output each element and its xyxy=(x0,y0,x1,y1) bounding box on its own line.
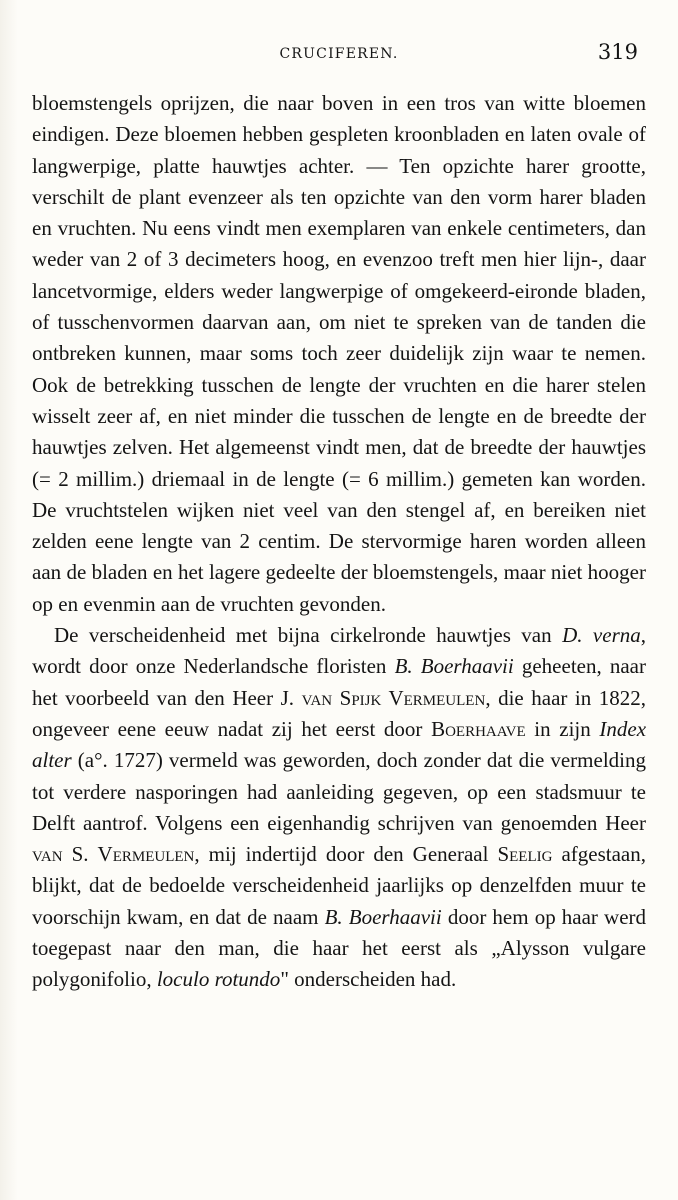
species-name-d-verna: D. verna xyxy=(562,623,641,648)
person-name-vermeulen: Vermeulen xyxy=(97,842,195,867)
page-body xyxy=(32,88,646,996)
paragraph-description: bloemstengels oprijzen, die naar boven in een tros van witte bloemen eindigen. Deze bloemen hebben gespleten kroonbladen en laten ovale of langwerpige, platte hauwtjes achter. — Ten opzichte harer grootte, verschilt de plant evenzeer als ten opzichte van den vorm harer bladen en vruchten. Nu eens vindt men exemplaren van enkele centimeters, dan weder van 2 of 3 decimeters hoog, en evenzoo treft men hier lijn-, daar lancetvormige, elders weder langwerpige of omgekeerd-eironde bladen, of tusschenvormen daarvan aan, om niet te spreken van de tanden die ontbreken kunnen, maar soms toch zeer duidelijk zijn waar te nemen. Ook de betrekking tusschen de lengte der vruchten en die harer stelen wisselt zeer af, en niet minder die tusschen de lengte en de breedte der hauwtjes zelven. Het algemeenst vindt men, dat de breedte der hauwtjes (= 2 millim.) driemaal in de lengte (= 6 millim.) gemeten kan worden. De vruchtstelen wijken niet veel van den stengel af, en bereiken niet zelden eene lengte van 2 centim. De stervormige haren worden alleen aan de bladen en het lagere gedeelte der bloemstengels, maar niet hooger op en evenmin aan de vruchten gevonden. xyxy=(32,91,646,616)
text-run: De verscheidenheid met bijna cirkelronde hauwtjes van xyxy=(54,623,563,648)
text-run: in zijn xyxy=(525,716,600,741)
person-name-van: van xyxy=(32,842,63,867)
species-name-b-boerhaavii: B. Boerhaavii xyxy=(324,904,442,929)
paragraph-variety xyxy=(32,620,646,996)
species-name-b-boerhaavii: B. Boerhaavii xyxy=(394,654,514,679)
person-name-seelig: Seelig xyxy=(497,842,553,867)
book-title-index-alter: Index alter xyxy=(32,716,647,773)
text-run: afgestaan, blijkt, dat de bedoelde verscheidenheid jaarlijks op denzelfden muur te voorschijn kwam, en dat de naam xyxy=(32,842,646,929)
page-header xyxy=(32,40,646,70)
latin-phrase-loculo-rotundo: loculo rotundo xyxy=(156,967,281,992)
person-name-van-spijk-vermeulen: van Spijk Vermeulen xyxy=(301,685,486,710)
text-run: (a°. 1727) vermeld was geworden, doch zonder dat die vermelding tot verdere nasporingen had aanleiding gegeven, op een stadsmuur te Delft aantrof. Volgens een eigenhandig schrijven van genoemden Heer xyxy=(32,748,646,835)
text-run: S. xyxy=(62,842,98,867)
text-run: " onderscheiden had. xyxy=(280,967,457,992)
text-run: , mij indertijd door den Generaal xyxy=(194,842,498,867)
running-title: CRUCIFEREN. xyxy=(279,46,399,62)
text-run: , die haar in 1822, ongeveer eene eeuw nadat zij het eerst door xyxy=(32,685,646,741)
text-run: door hem op haar werd toegepast naar den man, die haar het eerst als „Alysson vulgare polygonifolio, xyxy=(32,904,647,992)
page-number: 319 xyxy=(597,40,638,64)
text-run: geheeten, naar het voorbeeld van den Heer J. xyxy=(32,654,646,710)
person-name-boerhaave: Boerhaave xyxy=(431,716,526,741)
text-run: , wordt door onze Nederlandsche floristen xyxy=(32,623,646,679)
